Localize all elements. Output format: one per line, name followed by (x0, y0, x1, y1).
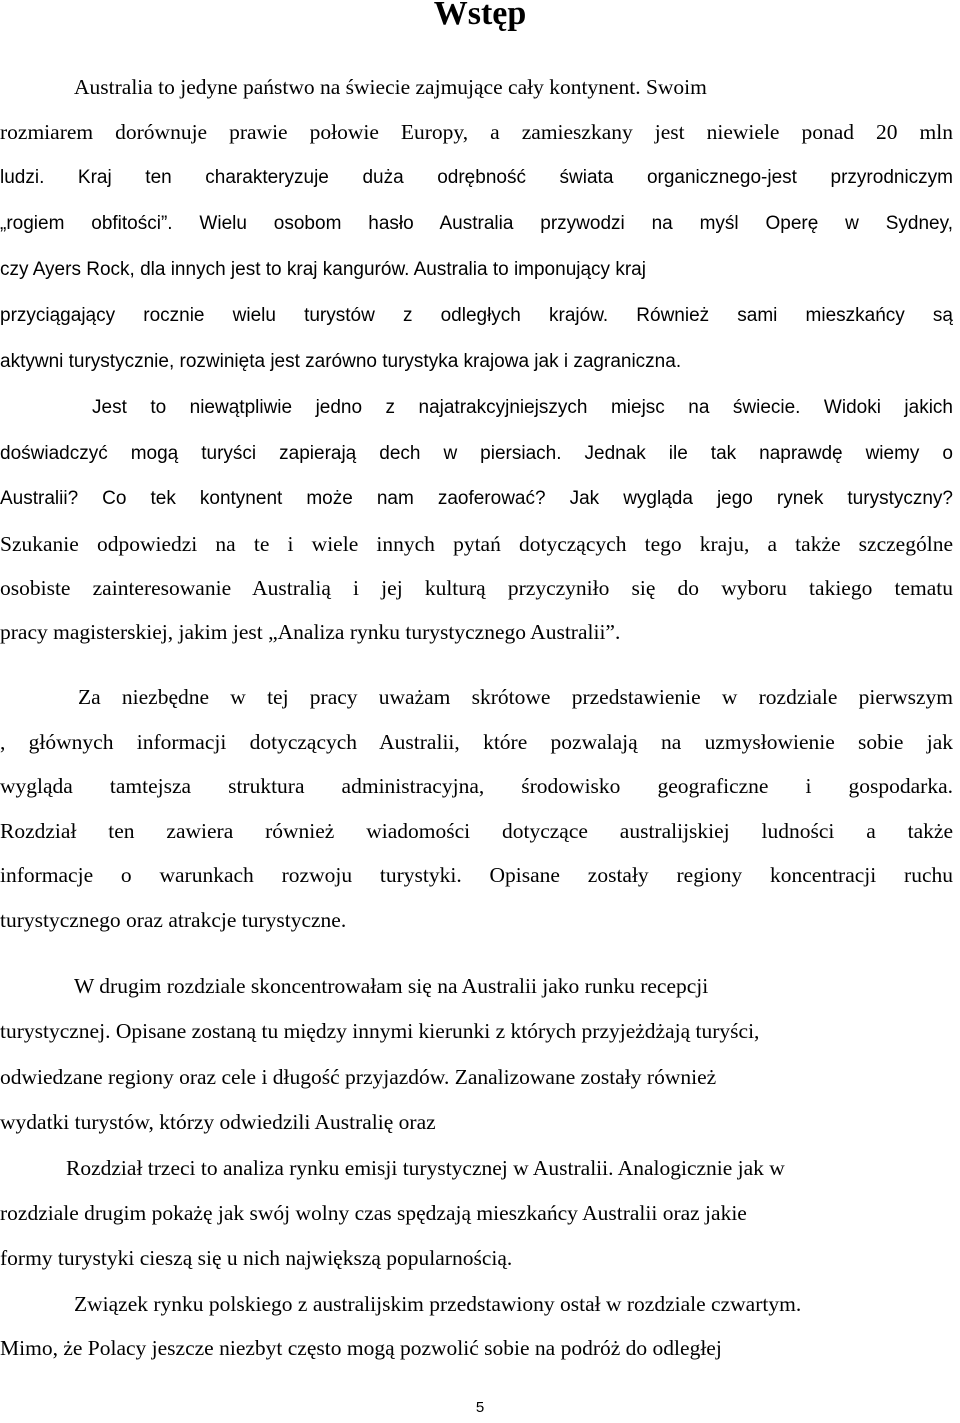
text-line: wygląda tamtejsza struktura administracyjna, środowisko geograficzne i gospodarka. (0, 774, 953, 798)
text-line: W drugim rozdziale skoncentrowałam się na Australii jako runku recepcji (74, 974, 709, 998)
text-line: Mimo, że Polacy jeszcze niezbyt często mogą pozwolić sobie na podróż do odległej (0, 1336, 722, 1360)
text-line: , głównych informacji dotyczących Australii, które pozwalają na uzmysłowienie sobie jak (0, 730, 953, 754)
text-line: przyciągający rocznie wielu turystów z odległych krajów. Również sami mieszkańcy są (0, 305, 953, 326)
text-line: Rozdział ten zawiera również wiadomości dotyczące australijskiej ludności a także (0, 819, 953, 843)
text-line: Związek rynku polskiego z australijskim przedstawiony ostał w rozdziale czwartym. (74, 1292, 802, 1316)
text-line: Jest to niewątpliwie jedno z najatrakcyjniejszych miejsc na świecie. Widoki jakich (92, 397, 953, 418)
text-line: turystycznego oraz atrakcje turystyczne. (0, 908, 347, 932)
text-line: pracy magisterskiej, jakim jest „Analiza rynku turystycznego Australii”. (0, 620, 621, 644)
text-line: turystycznej. Opisane zostaną tu między innymi kierunki z których przyjeżdżają turyści, (0, 1019, 760, 1043)
text-line: doświadczyć mogą turyści zapierają dech w piersiach. Jednak ile tak naprawdę wiemy o (0, 443, 953, 464)
text-line: rozdziale drugim pokażę jak swój wolny czas spędzają mieszkańcy Australii oraz jakie (0, 1201, 747, 1225)
text-line: Szukanie odpowiedzi na te i wiele innych pytań dotyczących tego kraju, a także szczególne (0, 532, 953, 556)
page-number: 5 (475, 1399, 485, 1416)
text-line: aktywni turystycznie, rozwinięta jest zarówno turystyka krajowa jak i zagraniczna. (0, 351, 682, 372)
text-line: Australii? Co tek kontynent może nam zaoferować? Jak wygląda jego rynek turystyczny? (0, 488, 953, 509)
text-line: odwiedzane regiony oraz cele i długość przyjazdów. Zanalizowane zostały również (0, 1065, 717, 1089)
text-line: wydatki turystów, którzy odwiedzili Australię oraz (0, 1110, 436, 1134)
text-line: ludzi. Kraj ten charakteryzuje duża odrębność świata organicznego-jest przyrodniczym (0, 167, 953, 188)
page-title: Wstęp (433, 0, 527, 32)
text-line: rozmiarem dorównuje prawie połowie Europy, a zamieszkany jest niewiele ponad 20 mln (0, 120, 953, 144)
text-line: Rozdział trzeci to analiza rynku emisji turystycznej w Australii. Analogicznie jak w (66, 1156, 785, 1180)
text-line: Australia to jedyne państwo na świecie zajmujące cały kontynent. Swoim (74, 75, 707, 99)
text-line: czy Ayers Rock, dla innych jest to kraj kangurów. Australia to imponujący kraj (0, 259, 646, 280)
text-line: „rogiem obfitości”. Wielu osobom hasło Australia przywodzi na myśl Operę w Sydney, (0, 213, 953, 234)
text-line: informacje o warunkach rozwoju turystyki. Opisane zostały regiony koncentracji ruchu (0, 863, 953, 887)
text-line: formy turystyki cieszą się u nich największą popularnością. (0, 1246, 513, 1270)
text-line: osobiste zainteresowanie Australią i jej kulturą przyczyniło się do wyboru takiego tematu (0, 576, 953, 600)
text-line: Za niezbędne w tej pracy uważam skrótowe przedstawienie w rozdziale pierwszym (78, 685, 953, 709)
